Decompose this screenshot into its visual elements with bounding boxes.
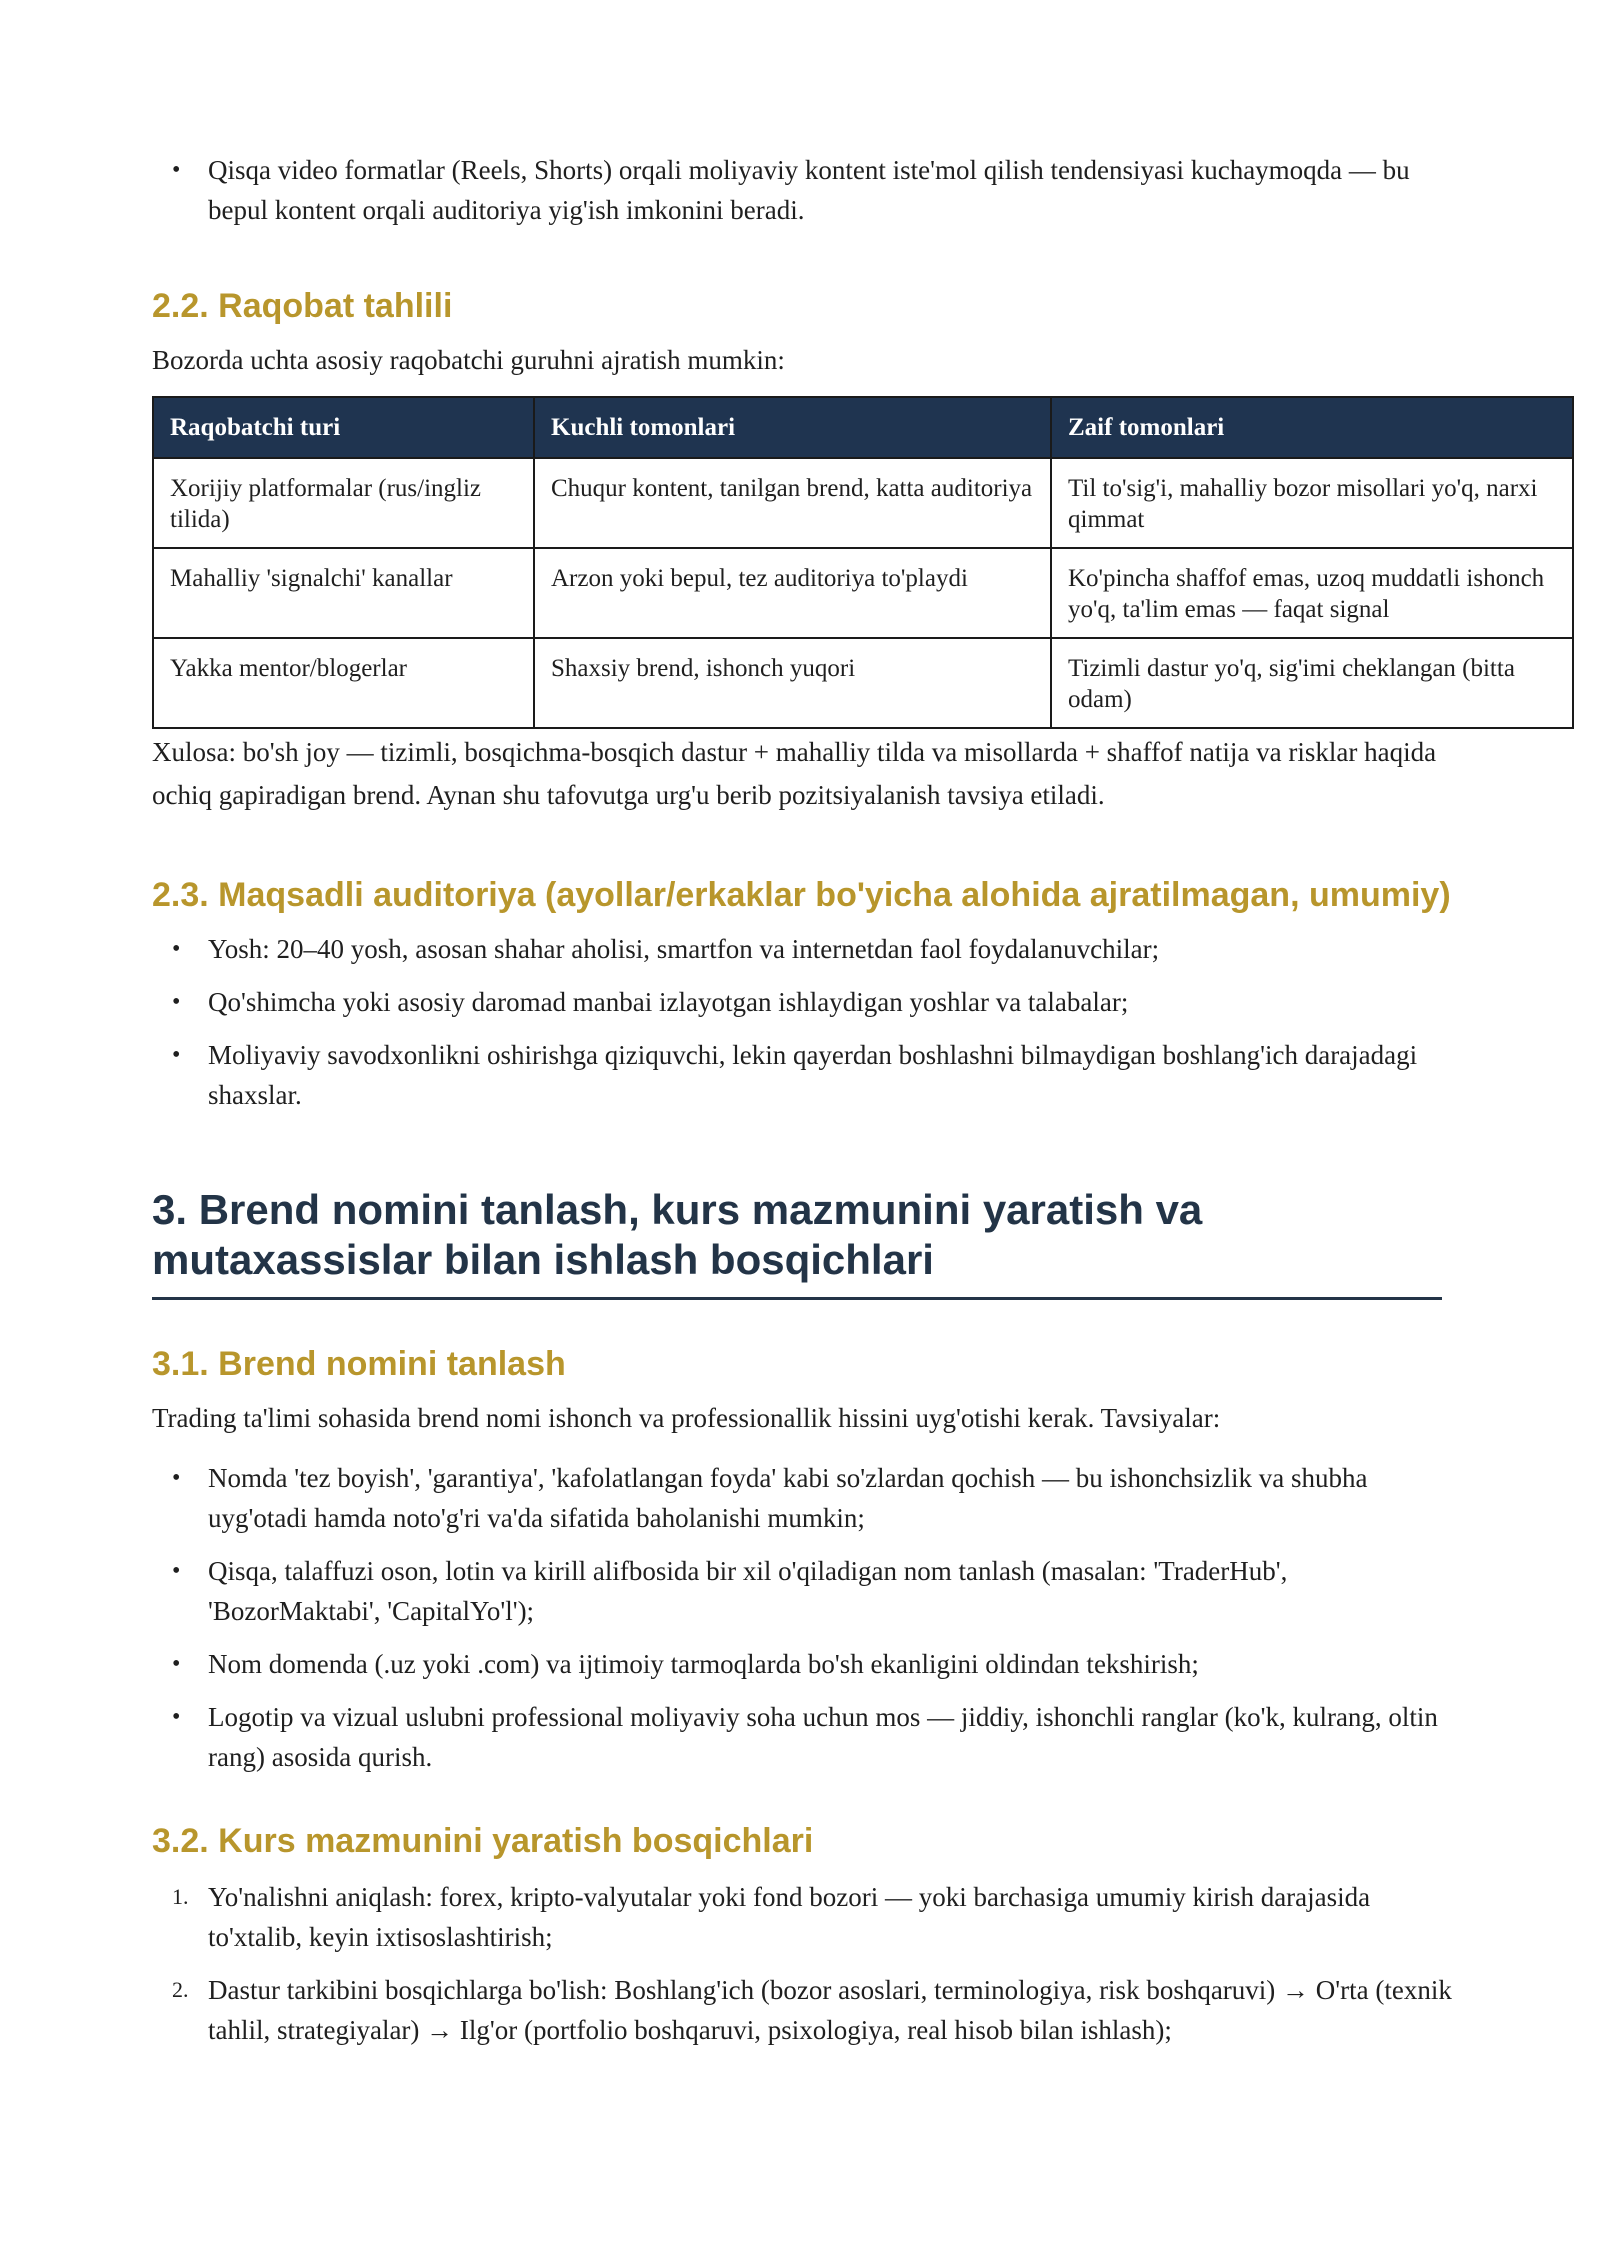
list-item: • Moliyaviy savodxonlikni oshirishga qiziquvchi, lekin qayerdan boshlashni bilmaydigan boshlang'ich darajadagi shaxslar. bbox=[152, 1035, 1462, 1115]
bullet-marker: • bbox=[172, 1558, 181, 1584]
table-cell: Tizimli dastur yo'q, sig'imi cheklangan (bitta odam) bbox=[1051, 638, 1573, 728]
table-cell: Mahalliy 'signalchi' kanallar bbox=[153, 548, 534, 638]
bullet-marker: • bbox=[172, 1042, 181, 1068]
table-row bbox=[153, 638, 1573, 728]
list-item: • Qisqa, talaffuzi oson, lotin va kirill alifbosida bir xil o'qiladigan nom tanlash (masalan: 'TraderHub', 'BozorMaktabi', 'CapitalYo'l'); bbox=[152, 1551, 1462, 1631]
page-content bbox=[152, 150, 1545, 2063]
list-item: 1. Yo'nalishni aniqlash: forex, kripto-valyutalar yoki fond bozori — yoki barchasiga umumiy kirish darajasida to'xtalib, keyin ixtisoslashtirish; bbox=[152, 1877, 1462, 1957]
table-cell: Xorijiy platformalar (rus/ingliz tilida) bbox=[153, 458, 534, 548]
intro-bullet-list bbox=[152, 150, 1462, 230]
audience-bullet-list bbox=[152, 929, 1462, 1115]
section-heading-3-2: 3.2. Kurs mazmunini yaratish bosqichlari bbox=[152, 1822, 814, 1860]
brand-bullet-list bbox=[152, 1458, 1462, 1777]
list-number: 2. bbox=[172, 1977, 189, 2002]
list-number: 1. bbox=[172, 1884, 189, 1909]
table-cell: Ko'pincha shaffof emas, uzoq muddatli ishonch yo'q, ta'lim emas — faqat signal bbox=[1051, 548, 1573, 638]
table-cell: Arzon yoki bepul, tez auditoriya to'playdi bbox=[534, 548, 1051, 638]
table-header-cell: Kuchli tomonlari bbox=[534, 397, 1051, 458]
list-item: 2. Dastur tarkibini bosqichlarga bo'lish: Boshlang'ich (bozor asoslari, terminologiya, risk boshqaruvi) → O'rta (texnik tahlil, strategiyalar) → Ilg'or (portfolio boshqaruvi, psixologiya, real hisob bilan ishlash); bbox=[152, 1970, 1462, 2050]
list-item: • Nom domenda (.uz yoki .com) va ijtimoiy tarmoqlarda bo'sh ekanligini oldindan tekshirish; bbox=[152, 1644, 1462, 1684]
course-steps-list bbox=[152, 1877, 1462, 2050]
list-item: • Logotip va vizual uslubni professional moliyaviy soha uchun mos — jiddiy, ishonchli ranglar (ko'k, kulrang, oltin rang) asosida qurish. bbox=[152, 1697, 1462, 1777]
bullet-marker: • bbox=[172, 989, 181, 1015]
section-heading-3: 3. Brend nomini tanlash, kurs mazmunini yaratish va mutaxassislar bilan ishlash bosqichlari bbox=[152, 1185, 1442, 1300]
table-header-row bbox=[153, 397, 1573, 458]
competitor-table bbox=[152, 396, 1574, 729]
table-cell: Yakka mentor/blogerlar bbox=[153, 638, 534, 728]
bullet-marker: • bbox=[172, 1651, 181, 1677]
bullet-marker: • bbox=[172, 1465, 181, 1491]
table-row bbox=[153, 458, 1573, 548]
section-intro: Bozorda uchta asosiy raqobatchi guruhni ajratish mumkin: bbox=[152, 345, 785, 375]
table-row bbox=[153, 548, 1573, 638]
section-heading-2-2: 2.2. Raqobat tahlili bbox=[152, 287, 453, 325]
list-item: • Yosh: 20–40 yosh, asosan shahar aholisi, smartfon va internetdan faol foydalanuvchilar; bbox=[152, 929, 1462, 969]
bullet-marker: • bbox=[172, 1704, 181, 1730]
section-intro: Trading ta'limi sohasida brend nomi ishonch va professionallik hissini uyg'otishi kerak. Tavsiyalar: bbox=[152, 1403, 1221, 1433]
list-item: • Qo'shimcha yoki asosiy daromad manbai izlayotgan ishlaydigan yoshlar va talabalar; bbox=[152, 982, 1462, 1022]
table-cell: Til to'sig'i, mahalliy bozor misollari yo'q, narxi qimmat bbox=[1051, 458, 1573, 548]
section-heading-2-3: 2.3. Maqsadli auditoriya (ayollar/erkaklar bo'yicha alohida ajratilmagan, umumiy) bbox=[152, 876, 1451, 914]
table-cell: Shaxsiy brend, ishonch yuqori bbox=[534, 638, 1051, 728]
section-heading-3-1: 3.1. Brend nomini tanlash bbox=[152, 1345, 566, 1383]
table-header-cell: Raqobatchi turi bbox=[153, 397, 534, 458]
list-item: • Nomda 'tez boyish', 'garantiya', 'kafolatlangan foyda' kabi so'zlardan qochish — bu ishonchsizlik va shubha uyg'otadi hamda noto'g'ri va'da sifatida baholanishi mumkin; bbox=[152, 1458, 1462, 1538]
bullet-marker: • bbox=[172, 157, 181, 183]
table-header-cell: Zaif tomonlari bbox=[1051, 397, 1573, 458]
conclusion-paragraph: Xulosa: bo'sh joy — tizimli, bosqichma-bosqich dastur + mahalliy tilda va misollarda + shaffof natija va risklar haqida ochiq gapiradigan brend. Aynan shu tafovutga urg'u berib pozitsiyalanish tavsiya etiladi. bbox=[152, 737, 1437, 810]
bullet-marker: • bbox=[172, 936, 181, 962]
list-item: • Qisqa video formatlar (Reels, Shorts) orqali moliyaviy kontent iste'mol qilish tendensiyasi kuchaymoqda — bu bepul kontent orqali auditoriya yig'ish imkonini beradi. bbox=[152, 150, 1462, 230]
table-cell: Chuqur kontent, tanilgan brend, katta auditoriya bbox=[534, 458, 1051, 548]
